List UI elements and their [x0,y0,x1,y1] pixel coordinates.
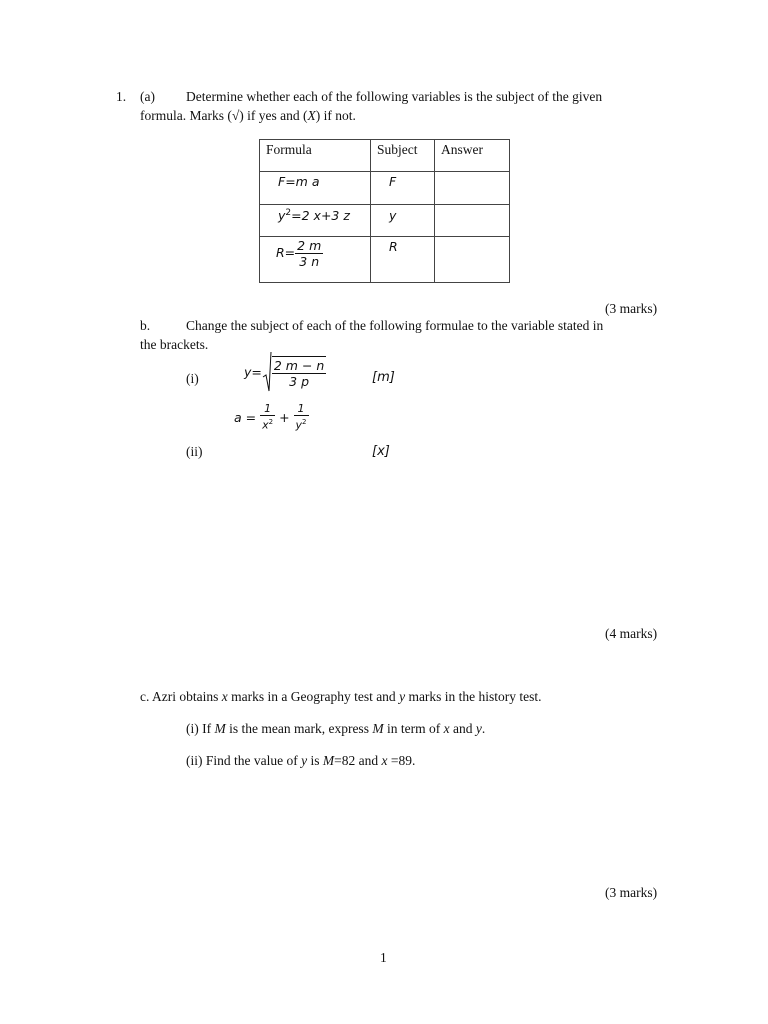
question-number: 1. [116,89,127,104]
table-header-row [260,140,510,172]
text: and [449,721,476,736]
formula-y-squared: $y^2=2$ x+3 z [278,208,350,224]
text: is the mean mark, express [225,721,373,736]
check-symbol: √ [231,108,240,123]
text: . [481,721,486,736]
subject-cell [371,172,435,205]
cross-symbol: X [307,108,316,123]
formula-cell [260,205,371,237]
part-b-marks: (4 marks) [605,626,658,641]
fraction: $\frac{2 m - n}{3 p}$ [273,357,325,389]
formula-r-fraction: R= $\frac{2 m}{3 n}$ [276,238,322,269]
part-a-marks: (3 marks) [605,301,658,316]
text: is [307,753,323,768]
text: (ii) Find the value of [186,753,302,768]
header-subject [371,140,435,172]
table-row [260,172,510,205]
formula-reciprocal-sum: a = $\frac{1}{x^2}$ + $\frac{1}{y^2}$ [234,402,307,432]
text: formula. Marks ( [140,108,232,123]
formula-subject-table [259,139,510,283]
item-i-label: (i) [186,371,199,386]
part-b-label: b. [140,318,151,333]
part-a-label: (a) [140,89,155,104]
part-c-item-ii [186,753,415,769]
header-formula [260,140,371,172]
part-c-intro [140,689,542,705]
formula-f-ma: F=m a [278,174,320,189]
table-row [260,237,510,283]
var-y: y [399,689,406,704]
part-b-instruction-line2: the brackets. [140,337,209,352]
part-a-instruction-line2 [140,108,356,124]
subject-value: y [389,208,397,223]
var-x: x [443,721,450,736]
fraction: $\frac{1}{y^2}$ [295,402,307,432]
header-formula-text: Formula [266,142,312,157]
header-answer [435,140,510,172]
text: in term of [383,721,444,736]
part-c-item-i [186,721,485,737]
answer-cell[interactable] [435,205,510,237]
part-b-instruction-line1: Change the subject of each of the following formulae to the variable stated in [186,318,604,333]
var-x: x [381,753,388,768]
subject-cell [371,205,435,237]
square-root [262,351,326,393]
text: =89. [387,753,416,768]
text: =82 and [334,753,382,768]
part-c-marks: (3 marks) [605,885,658,900]
fraction: $\frac{2 m}{3 n}$ [297,238,322,269]
var-y: y [475,721,482,736]
fraction: $\frac{1}{x^2}$ [262,402,274,432]
var-m: M [214,721,226,736]
header-subject-text: Subject [377,142,418,157]
subject-value: R [389,239,398,254]
page-number: 1 [380,950,387,965]
answer-cell[interactable] [435,237,510,283]
text: (i) If [186,721,215,736]
var-m: M [322,753,335,768]
text: marks in a Geography test and [227,689,400,704]
radical-sign-icon [262,351,272,393]
subject-cell [371,237,435,283]
text: c. Azri obtains [140,689,222,704]
var-m: M [372,721,384,736]
var-x: x [221,689,228,704]
answer-cell[interactable] [435,172,510,205]
part-a-instruction-line1: Determine whether each of the following variables is the subject of the given [186,89,603,104]
formula-sqrt: y= $\frac{2 m - n}{3 p}$ [244,351,326,393]
table-row [260,205,510,237]
text: ) if not. [315,108,356,123]
item-i-variable: [m] [372,370,395,385]
subject-value: F [389,174,397,189]
formula-cell [260,172,371,205]
formula-cell [260,237,371,283]
text: marks in the history test. [405,689,542,704]
item-ii-variable: [x] [372,444,390,459]
item-ii-label: (ii) [186,444,203,459]
var-y: y [301,753,308,768]
text: ) if yes and ( [239,108,308,123]
header-answer-text: Answer [441,142,483,157]
